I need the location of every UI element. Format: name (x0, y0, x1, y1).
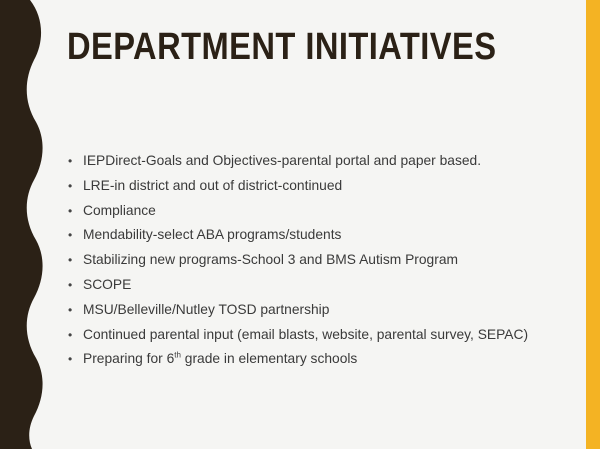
wavy-left-border (0, 0, 60, 449)
ordinal-suffix: th (174, 350, 181, 360)
bullet-item (68, 327, 578, 352)
bullet-text: Compliance (83, 202, 156, 218)
slide-title: DEPARTMENT INITIATIVES (67, 26, 497, 68)
bullet-text-before: Preparing for 6 (83, 351, 175, 367)
bullet-item (68, 277, 578, 302)
bullet-text: IEPDirect-Goals and Objectives-parental portal and paper based. (83, 153, 482, 168)
bullet-dot-icon: • (68, 154, 73, 168)
bullet-dot-icon: • (68, 327, 73, 342)
bullet-text: LRE-in district and out of district-continued (83, 177, 343, 193)
bullet-dot-icon: • (68, 203, 73, 218)
bullet-dot-icon: • (68, 178, 73, 193)
bullet-dot-icon: • (68, 352, 73, 367)
bullet-list (68, 153, 578, 376)
wave-shape (0, 0, 43, 449)
bullet-dot-icon: • (68, 253, 73, 268)
bullet-item (68, 178, 578, 203)
bullet-dot-icon: • (68, 277, 73, 292)
bullet-dot-icon: • (68, 302, 73, 317)
bullet-text-after: grade in elementary schools (180, 351, 358, 367)
bullet-text: Continued parental input (email blasts, website, parental survey, SEPAC) (83, 326, 529, 342)
accent-bar (586, 0, 600, 449)
bullet-dot-icon: • (68, 228, 73, 243)
bullet-text (83, 351, 357, 366)
bullet-item (68, 227, 578, 252)
bullet-text: Mendability-select ABA programs/students (83, 227, 342, 243)
bullet-item (68, 302, 578, 327)
bullet-text: MSU/Belleville/Nutley TOSD partnership (83, 301, 330, 317)
bullet-item (68, 153, 578, 178)
bullet-item (68, 252, 578, 277)
bullet-item (68, 203, 578, 228)
bullet-text: Stabilizing new programs-School 3 and BMS Autism Program (83, 252, 458, 268)
bullet-text: SCOPE (83, 276, 132, 292)
bullet-item (68, 351, 578, 376)
